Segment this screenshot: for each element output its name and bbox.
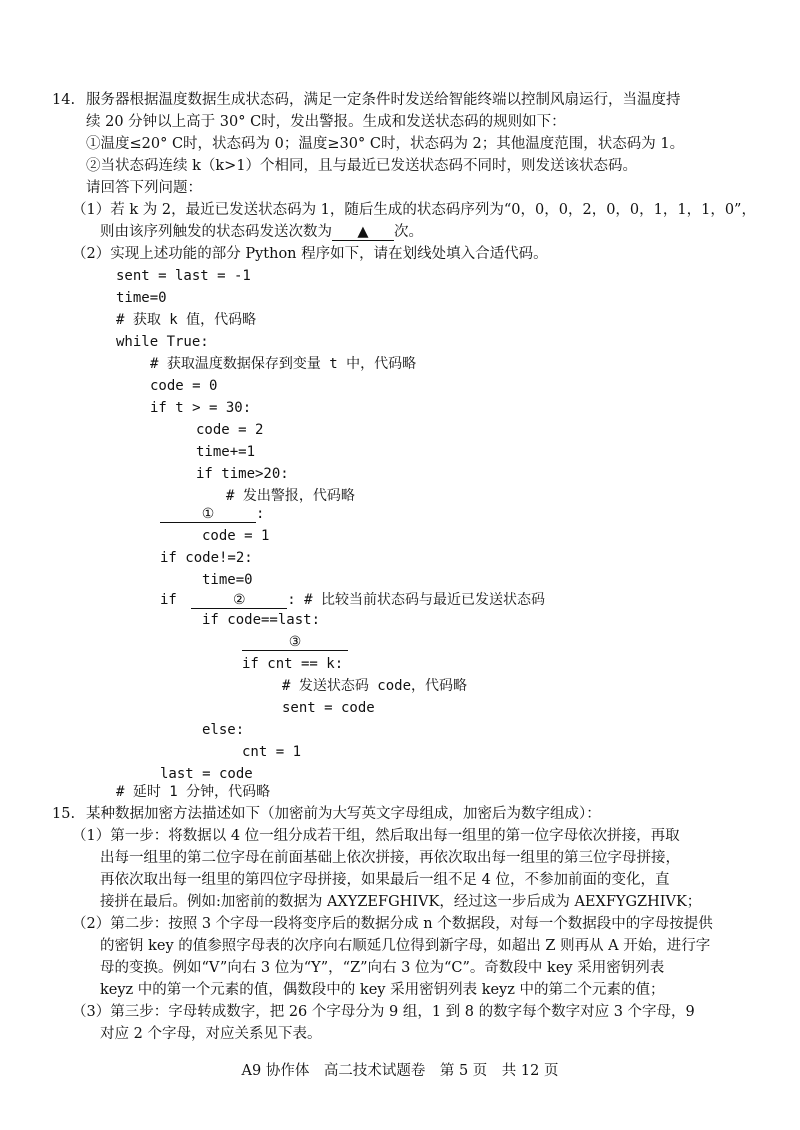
code-line: time+=1 [196,444,256,460]
code-line-blank-3 [242,632,348,652]
code-line: if cnt == k: [242,656,344,672]
code-if: if [160,592,177,608]
step-3-line: 对应 2 个字母，对应关系见下表。 [100,1026,322,1042]
question-15-line-1: 某种数据加密方法描述如下（加密前为大写英文字母组成，加密后为数字组成）： [86,806,601,822]
code-colon: : [256,506,265,522]
question-14-part-2: （2）实现上述功能的部分 Python 程序如下，请在划线处填入合适代码。 [72,246,548,262]
part-1-suffix: 次。 [394,224,423,240]
code-comment: : # 比较当前状态码与最近已发送状态码 [287,592,546,608]
code-line: if time>20: [196,466,289,482]
code-line: else: [202,722,245,738]
step-2-line: keyz 中的第一个元素的值，偶数段中的 key 采用密钥列表 keyz 中的第二个元素的值； [100,982,665,998]
question-14-line-2: 续 20 分钟以上高于 30° C时，发出警报。生成和发送状态码的规则如下： [86,114,566,130]
step-3-line: （3）第三步：字母转成数字，把 26 个字母分为 9 组，1 到 8 的数字每个数字对应 3 个字母，9 [72,1004,695,1020]
code-comment: # 发出警报，代码略 [226,488,355,504]
blank-3[interactable]: ③ [242,632,348,651]
question-14-rule-2: ②当状态码连续 k（k>1）个相同，且与最近已发送状态码不同时，则发送该状态码。 [86,158,638,174]
code-comment: # 发送状态码 code，代码略 [282,678,468,694]
code-line: if code==last: [202,612,321,628]
question-15-number: 15. [52,806,76,822]
step-2-line: 的密钥 key 的值参照字母表的次序向右顺延几位得到新字母，如超出 Z 则再从 A 开始，进行字 [100,938,711,954]
question-14-line-1: 服务器根据温度数据生成状态码，满足一定条件时发送给智能终端以控制风扇运行，当温度持 [86,92,681,108]
code-line-blank-2 [160,590,545,610]
step-1-line: 再依次取出每一组里的第四位字母拼接，如果最后一组不足 4 位，不参加前面的变化，直 [100,872,670,888]
answer-blank[interactable]: ▲ [332,222,394,241]
page-footer: A9 协作体 高二技术试题卷 第 5 页 共 12 页 [241,1063,559,1079]
step-1-line: 出每一组里的第二位字母在前面基础上依次拼接，再依次取出每一组里的第三位字母拼接， [100,850,680,866]
step-2-line: 母的变换。例如“V”向右 3 位为“Y”，“Z”向右 3 位为“C”。奇数段中 key 采用密钥列表 [100,960,665,976]
step-1-line: （1）第一步：将数据以 4 位一组分成若干组，然后取出每一组里的第一位字母依次拼接，再取 [72,828,680,844]
code-line: sent = last = -1 [116,268,251,284]
question-14-prompt: 请回答下列问题： [86,180,202,196]
step-1-line: 接拼在最后。例如:加密前的数据为 AXYZEFGHIVK，经过这一步后成为 AEXFYGZHIVK； [100,894,702,910]
part-1-text: 则由该序列触发的状态码发送次数为 [100,224,332,240]
code-line: sent = code [282,700,375,716]
code-line: if t > = 30: [150,400,252,416]
question-14-part-1: （1）若 k 为 2，最近已发送状态码为 1，随后生成的状态码序列为“0，0，0，2，0，0，1，1，1，0”， [72,202,756,218]
code-line: last = code [160,766,253,782]
blank-1[interactable]: ① [160,504,256,523]
code-line: time=0 [116,290,167,306]
code-line: code = 1 [202,528,270,544]
code-line: code = 0 [150,378,218,394]
question-14-part-1-cont [100,222,423,242]
code-comment: # 延时 1 分钟，代码略 [116,784,271,800]
question-14-number: 14. [52,92,76,108]
step-2-line: （2）第二步：按照 3 个字母一段将变序后的数据分成 n 个数据段，对每一个数据段中的字母按提供 [72,916,713,932]
code-line: time=0 [202,572,253,588]
code-line: if code!=2: [160,550,253,566]
code-comment: # 获取温度数据保存到变量 t 中，代码略 [150,356,417,372]
code-line: cnt = 1 [242,744,302,760]
code-line-blank-1 [160,504,264,524]
code-line: code = 2 [196,422,264,438]
blank-2[interactable]: ② [191,590,287,609]
code-line: while True: [116,334,209,350]
code-comment: # 获取 k 值，代码略 [116,312,257,328]
question-14-rule-1: ①温度≤20° C时，状态码为 0；温度≥30° C时，状态码为 2；其他温度范围，状态码为 1。 [86,136,685,152]
